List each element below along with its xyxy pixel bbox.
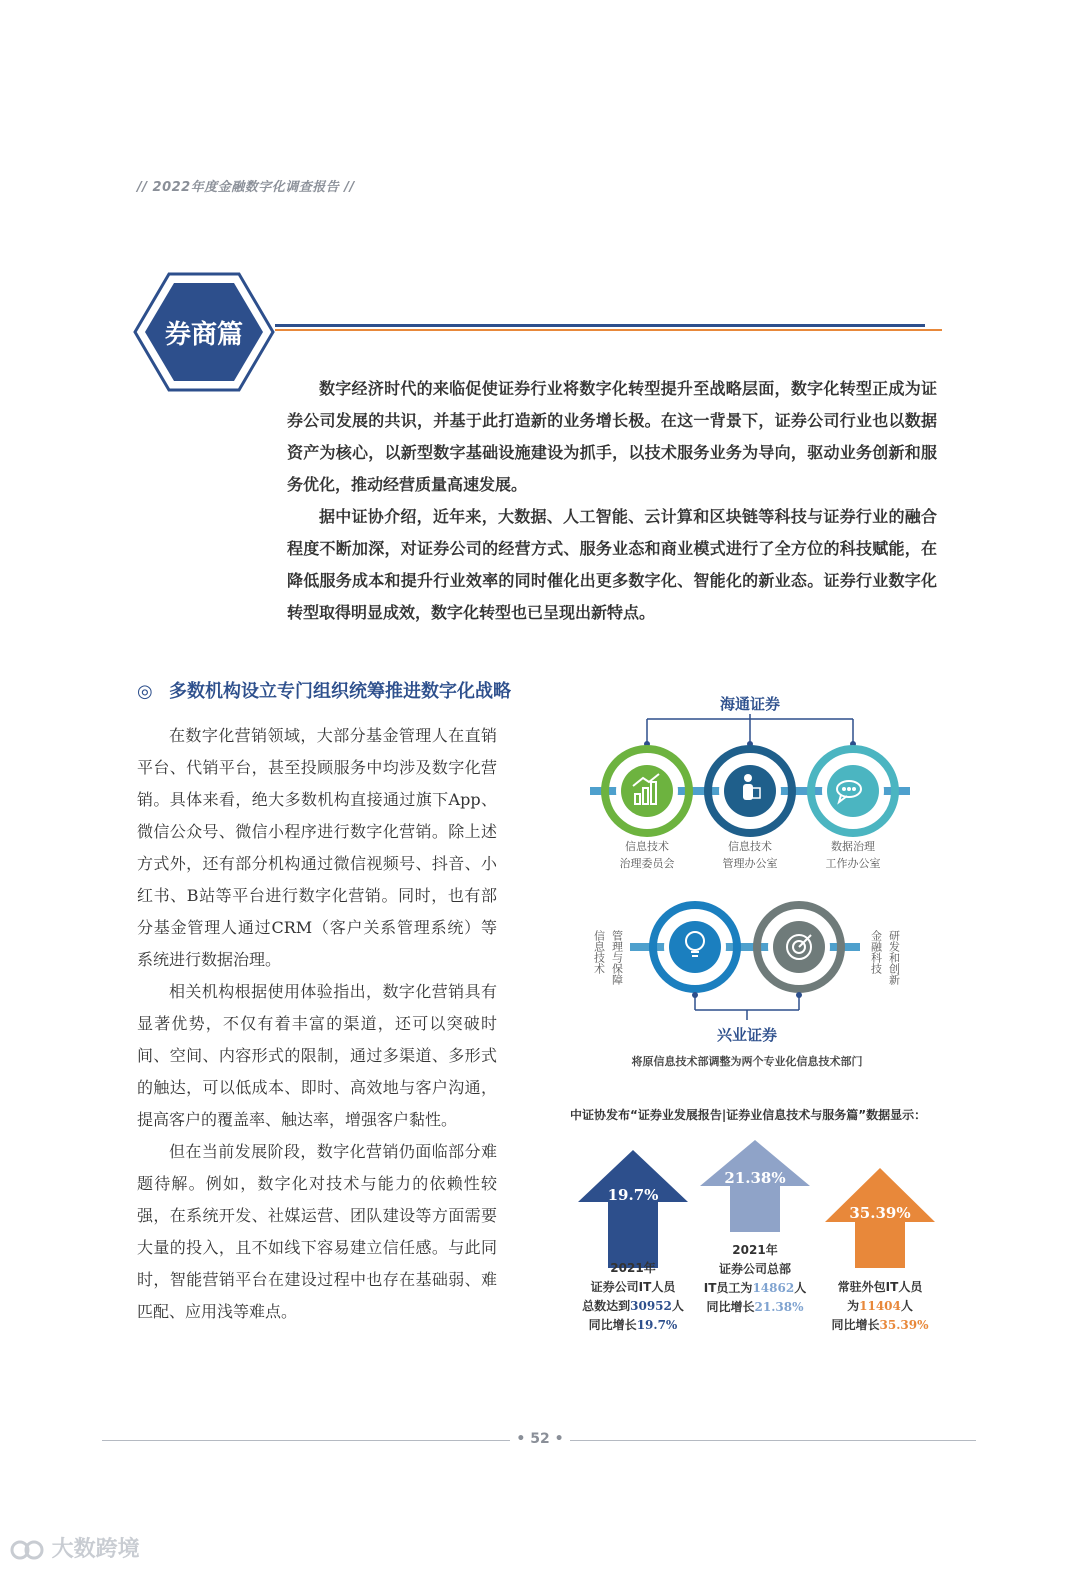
stat-2-line3: 同比增长21.38% [706, 1300, 804, 1314]
stat-3-line2: 为11404人 [847, 1299, 913, 1313]
haitong-node-2 [708, 749, 792, 833]
watermark-logo-icon [10, 1538, 44, 1562]
haitong-node-1-label-line2: 治理委员会 [619, 857, 675, 870]
haitong-node-3-label-line1: 数据治理 [831, 840, 875, 853]
intro-paragraph-2: 据中证协介绍，近年来，大数据、人工智能、云计算和区块链等科技与证券行业的融合程度不断加深，对证券公司的经营方式、服务业态和商业模式进行了全方位的科技赋能，在降低服务成本和提升行业效率的同时催化出更多数字化、智能化的新业态。证券行业数字化转型取得明显成效，数字化转型也已呈现出新特点。 [287, 507, 937, 622]
watermark [10, 1532, 140, 1563]
xingye-connectors [695, 997, 799, 1020]
stat-3-description [820, 1278, 940, 1335]
stat-3-growth: 35.39% [879, 1318, 929, 1332]
footer-rule-left [102, 1440, 510, 1441]
stat-2-year: 2021年 [732, 1243, 778, 1257]
haitong-node-3-label-line2: 工作办公室 [825, 857, 881, 870]
arrow-1-percent: 19.7% [607, 1186, 659, 1204]
stat-2-line1: 证券公司总部 [718, 1262, 791, 1276]
arrow-1 [578, 1150, 688, 1268]
xingye-left-label-col1: 信息技术 [592, 930, 606, 974]
stat-1-line2: 总数达到30952人 [582, 1299, 684, 1313]
bullet-icon: ◎ [137, 681, 153, 702]
subsection-heading [137, 677, 511, 703]
xingye-node-2 [757, 905, 841, 989]
xingye-right-label-col1: 金融科技 [869, 930, 883, 974]
haitong-title: 海通证券 [719, 695, 781, 713]
haitong-node-1-label-line1: 信息技术 [625, 840, 669, 853]
stat-1-year: 2021年 [610, 1261, 656, 1275]
stats-caption: 中证协发布“证券业发展报告|证券业信息技术与服务篇”数据显示： [570, 1108, 927, 1122]
xingye-caption: 将原信息技术部调整为两个专业化信息技术部门 [631, 1055, 863, 1068]
title-rule-orange [275, 329, 942, 331]
intro-block [287, 373, 937, 629]
stat-1-count: 30952 [630, 1299, 672, 1313]
stat-3-line3: 同比增长35.39% [831, 1318, 929, 1332]
arrow-2 [700, 1140, 810, 1232]
title-rule-blue [275, 324, 925, 327]
xingye-node-1 [653, 905, 737, 989]
body-paragraph-2: 相关机构根据使用体验指出，数字化营销具有显著优势，不仅有着丰富的渠道，还可以突破时间、空间、内容形式的限制，通过多渠道、多形式的触达，可以低成本、即时、高效地与客户沟通，提高客户的覆盖率、触达率，增强客户黏性。 [137, 982, 497, 1129]
org-diagram [585, 690, 935, 1080]
body-paragraph-3: 但在当前发展阶段，数字化营销仍面临部分难题待解。例如，数字化对技术与能力的依赖性较强，在系统开发、社媒运营、团队建设等方面需要大量的投入，且不如线下容易建立信任感。与此同时，智能营销平台在建设过程中也存在基础弱、难匹配、应用浅等难点。 [137, 1142, 497, 1321]
section-title: 券商篇 [164, 320, 243, 350]
stat-3-count: 11404 [859, 1299, 901, 1313]
stat-1-growth: 19.7% [636, 1318, 678, 1332]
haitong-node-2-label-line1: 信息技术 [728, 840, 772, 853]
haitong-node-2-label-line2: 管理办公室 [722, 857, 778, 870]
haitong-node-3 [811, 749, 895, 833]
xingye-title: 兴业证券 [716, 1026, 778, 1044]
subsection-heading-text: 多数机构设立专门组织统筹推进数字化战略 [169, 681, 511, 702]
stat-1-line1: 证券公司IT人员 [590, 1280, 676, 1294]
running-header: // 2022年度金融数字化调查报告 // [137, 180, 355, 195]
footer-rule-right [570, 1440, 976, 1441]
intro-paragraph-1: 数字经济时代的来临促使证券行业将数字化转型提升至战略层面，数字化转型正成为证券公司发展的共识，并基于此打造新的业务增长极。在这一背景下，证券公司行业也以数据资产为核心，以新型数字基础设施建设为抓手，以技术服务业务为导向，驱动业务创新和服务优化，推动经营质量高速发展。 [287, 379, 937, 494]
arrow-3-percent: 35.39% [849, 1204, 911, 1222]
watermark-text: 大数跨境 [51, 1537, 140, 1562]
stat-1-line3: 同比增长19.7% [588, 1318, 678, 1332]
xingye-right-label-col2: 研发和创新 [887, 930, 901, 985]
body-paragraph-1: 在数字化营销领域，大部分基金管理人在直销平台、代销平台，甚至投顾服务中均涉及数字化营销。具体来看，绝大多数机构直接通过旗下App、微信公众号、微信小程序进行数字化营销。除上述方式外，还有部分机构通过微信视频号、抖音、小红书、B站等平台进行数字化营销。同时，也有部分基金管理人通过CRM（客户关系管理系统）等系统进行数据治理。 [137, 726, 497, 969]
page-number: • 52 • [516, 1431, 564, 1447]
stat-2-growth: 21.38% [754, 1300, 804, 1314]
stat-1-description [573, 1259, 693, 1335]
stat-2-count: 14862 [752, 1281, 795, 1295]
xingye-left-label-col2: 管理与保障 [610, 930, 624, 985]
stat-3-line1: 常驻外包IT人员 [837, 1280, 923, 1294]
arrow-2-percent: 21.38% [724, 1169, 786, 1187]
haitong-connectors [647, 714, 853, 742]
body-text [137, 720, 497, 1328]
stat-2-description [695, 1241, 815, 1317]
haitong-node-1 [605, 749, 689, 833]
arrow-3 [825, 1168, 935, 1268]
stat-2-line2: IT员工为14862人 [703, 1281, 807, 1295]
